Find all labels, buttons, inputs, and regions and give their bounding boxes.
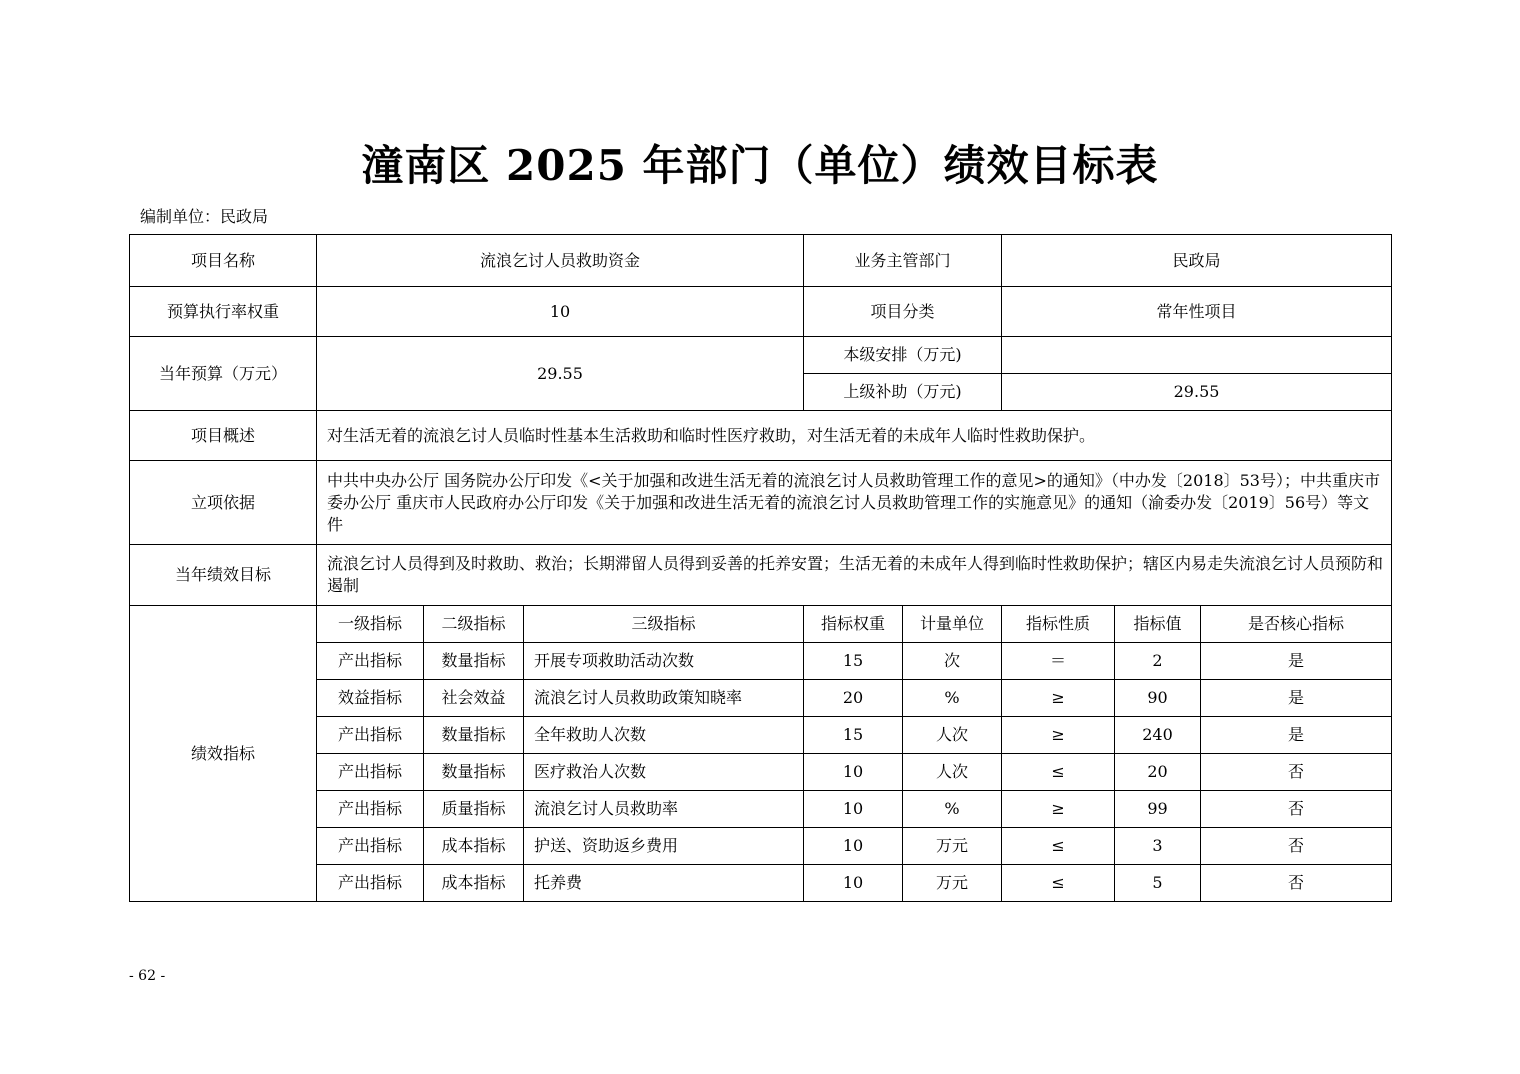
upper-label: 上级补助（万元) [804, 374, 1002, 411]
level2-cell: 成本指标 [424, 865, 524, 902]
goal-label: 当年绩效目标 [130, 545, 317, 606]
page-number: - 62 - [129, 968, 166, 984]
value-cell: 99 [1115, 791, 1201, 828]
weight-cell: 10 [804, 828, 903, 865]
level3-cell: 开展专项救助活动次数 [524, 643, 804, 680]
nature-cell: ≥ [1002, 717, 1115, 754]
header-nature: 指标性质 [1002, 606, 1115, 643]
budget-value: 29.55 [317, 337, 804, 411]
value-cell: 5 [1115, 865, 1201, 902]
weight-value: 10 [317, 287, 804, 337]
header-unit: 计量单位 [903, 606, 1002, 643]
project-name-label: 项目名称 [130, 235, 317, 287]
performance-table [129, 234, 1392, 902]
unit-cell: 万元 [903, 865, 1002, 902]
unit-cell: 次 [903, 643, 1002, 680]
header-weight: 指标权重 [804, 606, 903, 643]
weight-cell: 15 [804, 717, 903, 754]
nature-cell: ≤ [1002, 754, 1115, 791]
level2-cell: 数量指标 [424, 643, 524, 680]
project-name: 流浪乞讨人员救助资金 [317, 235, 804, 287]
unit-cell: % [903, 680, 1002, 717]
value-cell: 2 [1115, 643, 1201, 680]
category-value: 常年性项目 [1002, 287, 1392, 337]
core-cell: 是 [1201, 643, 1392, 680]
unit-cell: % [903, 791, 1002, 828]
table-row [130, 865, 1392, 902]
unit-line: 编制单位：民政局 [140, 207, 269, 226]
header-level2: 二级指标 [424, 606, 524, 643]
nature-cell: ＝ [1002, 643, 1115, 680]
goal-text: 流浪乞讨人员得到及时救助、救治；长期滞留人员得到妥善的托养安置；生活无着的未成年人得到临时性救助保护；辖区内易走失流浪乞讨人员预防和遏制 [317, 545, 1392, 606]
header-level3: 三级指标 [524, 606, 804, 643]
core-cell: 是 [1201, 717, 1392, 754]
nature-cell: ≤ [1002, 828, 1115, 865]
weight-cell: 10 [804, 754, 903, 791]
upper-value: 29.55 [1002, 374, 1392, 411]
unit-cell: 人次 [903, 717, 1002, 754]
level3-cell: 流浪乞讨人员救助政策知晓率 [524, 680, 804, 717]
level2-cell: 质量指标 [424, 791, 524, 828]
level1-cell: 产出指标 [317, 828, 424, 865]
value-cell: 90 [1115, 680, 1201, 717]
level3-cell: 流浪乞讨人员救助率 [524, 791, 804, 828]
table-row [130, 791, 1392, 828]
core-cell: 是 [1201, 680, 1392, 717]
weight-cell: 10 [804, 791, 903, 828]
table-row [130, 717, 1392, 754]
table-row [130, 643, 1392, 680]
level2-cell: 成本指标 [424, 828, 524, 865]
unit-cell: 人次 [903, 754, 1002, 791]
indicators-label: 绩效指标 [130, 606, 317, 902]
budget-label: 当年预算（万元） [130, 337, 317, 411]
table-row [130, 754, 1392, 791]
overview-label: 项目概述 [130, 411, 317, 461]
weight-cell: 20 [804, 680, 903, 717]
level2-cell: 数量指标 [424, 717, 524, 754]
value-cell: 20 [1115, 754, 1201, 791]
nature-cell: ≤ [1002, 865, 1115, 902]
local-value [1002, 337, 1392, 374]
nature-cell: ≥ [1002, 680, 1115, 717]
level1-cell: 产出指标 [317, 865, 424, 902]
value-cell: 3 [1115, 828, 1201, 865]
local-label: 本级安排（万元) [804, 337, 1002, 374]
basis-text: 中共中央办公厅 国务院办公厅印发《<关于加强和改进生活无着的流浪乞讨人员救助管理工作的意见>的通知》（中办发〔2018〕53号）；中共重庆市委办公厅 重庆市人民政府办公厅印发《关于加强和改进生活无着的流浪乞讨人员救助管理工作的实施意见》的通知（渝委办发〔2019〕56号）等文件 [317, 461, 1392, 545]
level1-cell: 产出指标 [317, 643, 424, 680]
level3-cell: 托养费 [524, 865, 804, 902]
core-cell: 否 [1201, 865, 1392, 902]
overview-text: 对生活无着的流浪乞讨人员临时性基本生活救助和临时性医疗救助，对生活无着的未成年人临时性救助保护。 [317, 411, 1392, 461]
dept-value: 民政局 [1002, 235, 1392, 287]
level1-cell: 产出指标 [317, 717, 424, 754]
level1-cell: 产出指标 [317, 754, 424, 791]
level3-cell: 全年救助人次数 [524, 717, 804, 754]
nature-cell: ≥ [1002, 791, 1115, 828]
table-row [130, 680, 1392, 717]
dept-label: 业务主管部门 [804, 235, 1002, 287]
basis-label: 立项依据 [130, 461, 317, 545]
level3-cell: 医疗救治人次数 [524, 754, 804, 791]
header-level1: 一级指标 [317, 606, 424, 643]
weight-cell: 10 [804, 865, 903, 902]
weight-cell: 15 [804, 643, 903, 680]
header-value: 指标值 [1115, 606, 1201, 643]
level3-cell: 护送、资助返乡费用 [524, 828, 804, 865]
level2-cell: 社会效益 [424, 680, 524, 717]
level1-cell: 产出指标 [317, 791, 424, 828]
core-cell: 否 [1201, 828, 1392, 865]
weight-label: 预算执行率权重 [130, 287, 317, 337]
core-cell: 否 [1201, 791, 1392, 828]
level2-cell: 数量指标 [424, 754, 524, 791]
header-core: 是否核心指标 [1201, 606, 1392, 643]
page-title: 潼南区 2025 年部门（单位）绩效目标表 [361, 141, 1159, 190]
unit-cell: 万元 [903, 828, 1002, 865]
level1-cell: 效益指标 [317, 680, 424, 717]
core-cell: 否 [1201, 754, 1392, 791]
table-row [130, 828, 1392, 865]
value-cell: 240 [1115, 717, 1201, 754]
category-label: 项目分类 [804, 287, 1002, 337]
